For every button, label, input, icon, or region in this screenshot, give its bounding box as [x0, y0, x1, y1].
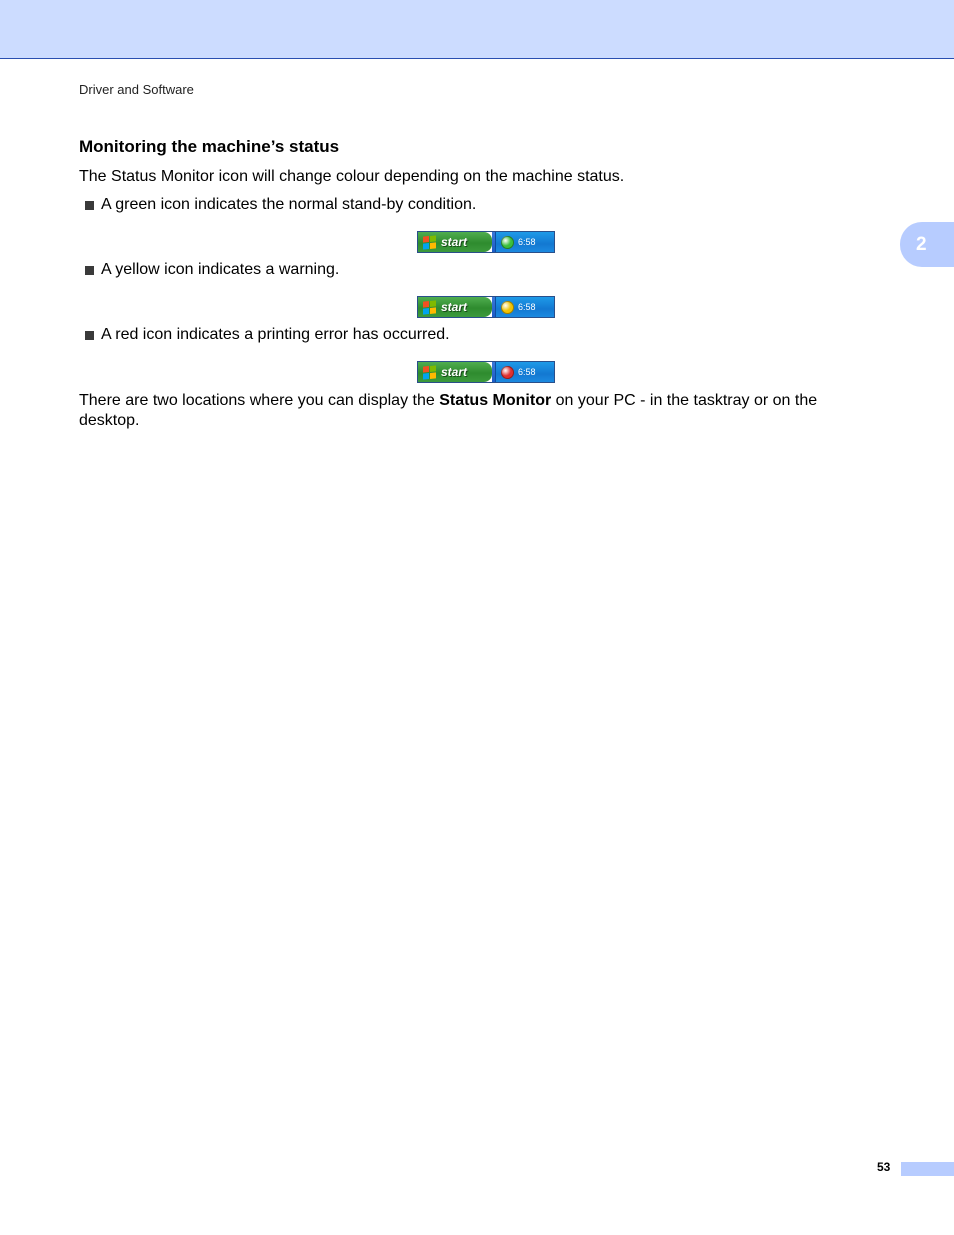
chapter-number: 2 — [916, 233, 927, 255]
header-band — [0, 0, 954, 59]
page-number: 53 — [877, 1160, 891, 1174]
bullet-text: A red icon indicates a printing error has occurred. — [101, 326, 450, 343]
running-head: Driver and Software — [79, 82, 194, 97]
system-tray — [495, 362, 554, 382]
closing-text-before: There are two locations where you can display the — [79, 392, 440, 409]
section-title: Monitoring the machine’s status — [79, 137, 340, 156]
start-label: start — [441, 235, 468, 249]
intro-paragraph: The Status Monitor icon will change colour depending on the machine status. — [79, 168, 625, 185]
windows-logo-icon — [423, 300, 436, 314]
start-button — [418, 297, 492, 317]
square-bullet-icon — [85, 266, 94, 275]
square-bullet-icon — [85, 201, 94, 210]
start-label: start — [441, 300, 468, 314]
system-tray — [495, 297, 554, 317]
closing-paragraph — [79, 391, 879, 431]
system-tray — [495, 232, 554, 252]
status-monitor-yellow-icon — [501, 301, 514, 314]
chapter-tab — [900, 222, 954, 267]
tray-clock: 6:58 — [518, 367, 536, 377]
windows-logo-icon — [423, 365, 436, 379]
taskbar-green — [417, 231, 555, 253]
bullet-yellow — [85, 260, 339, 280]
bullet-text: A green icon indicates the normal stand-by condition. — [101, 196, 477, 213]
closing-text-after: on your PC - in the tasktray or on the desktop. — [79, 392, 818, 429]
tray-clock: 6:58 — [518, 302, 536, 312]
taskbar-yellow — [417, 296, 555, 318]
windows-logo-icon — [423, 235, 436, 249]
status-monitor-term: Status Monitor — [439, 392, 552, 409]
start-label: start — [441, 365, 468, 379]
bullet-green — [85, 195, 476, 215]
start-button — [418, 232, 492, 252]
page-marker-bar — [901, 1162, 954, 1176]
tray-clock: 6:58 — [518, 237, 536, 247]
square-bullet-icon — [85, 331, 94, 340]
taskbar-red — [417, 361, 555, 383]
status-monitor-green-icon — [501, 236, 514, 249]
start-button — [418, 362, 492, 382]
status-monitor-red-icon — [501, 366, 514, 379]
bullet-red — [85, 325, 450, 345]
bullet-text: A yellow icon indicates a warning. — [101, 261, 340, 278]
